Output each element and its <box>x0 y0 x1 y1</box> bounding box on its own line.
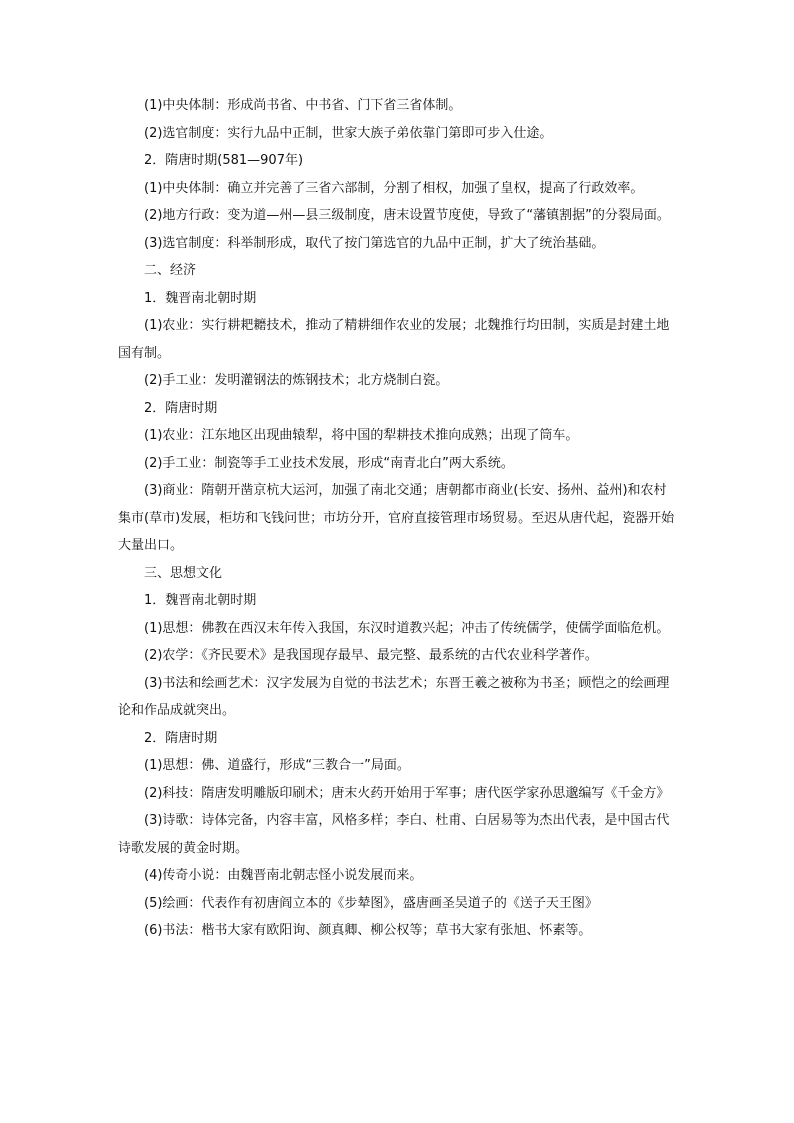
paragraph: (2)地方行政：变为道—州—县三级制度，唐末设置节度使，导致了“藩镇割据”的分裂局面。 <box>144 208 670 223</box>
paragraph: (3)书法和绘画艺术：汉字发展为自觉的书法艺术；东晋王羲之被称为书圣；顾恺之的绘画理论和作品成就突出。 <box>118 675 670 718</box>
paragraph: (3)诗歌：诗体完备，内容丰富，风格多样；李白、杜甫、白居易等为杰出代表，是中国古代诗歌发展的黄金时期。 <box>118 813 670 856</box>
subsection-heading: 2．隋唐时期 <box>144 400 218 416</box>
paragraph: (5)绘画：代表作有初唐阎立本的《步辇图》，盛唐画圣吴道子的《送子天王图》 <box>144 895 598 911</box>
paragraph: (2)手工业：制瓷等手工业技术发展，形成“南青北白”两大系统。 <box>144 455 514 471</box>
paragraph: (4)传奇小说：由魏晋南北朝志怪小说发展而来。 <box>144 868 423 883</box>
paragraph: (1)思想：佛、道盛行，形成“三教合一”局面。 <box>144 758 410 773</box>
paragraph: (1)农业：江东地区出现曲辕犁，将中国的犁耕技术推向成熟；出现了筒车。 <box>144 428 579 443</box>
paragraph: (2)科技：隋唐发明雕版印刷术；唐末火药开始用于军事；唐代医学家孙思邈编写《千金方》 <box>144 785 670 801</box>
section-heading: 二、经济 <box>144 263 197 278</box>
subsection-heading: 1．魏晋南北朝时期 <box>144 290 257 306</box>
subsection-heading: 2．隋唐时期(581—907年) <box>144 153 304 168</box>
paragraph: (2)农学：《齐民要术》是我国现存最早、最完整、最系统的古代农业科学著作。 <box>144 648 598 663</box>
paragraph: (1)中央体制：确立并完善了三省六部制，分割了相权，加强了皇权，提高了行政效率。 <box>144 180 644 196</box>
subsection-heading: 2．隋唐时期 <box>144 730 218 746</box>
paragraph: (2)选官制度：实行九品中正制，世家大族子弟依靠门第即可步入仕途。 <box>144 125 553 141</box>
subsection-heading: 1．魏晋南北朝时期 <box>144 593 257 608</box>
document-body <box>118 92 678 945</box>
paragraph: (6)书法：楷书大家有欧阳询、颜真卿、柳公权等；草书大家有张旭、怀素等。 <box>144 923 592 938</box>
section-heading: 三、思想文化 <box>144 565 223 581</box>
paragraph: (1)中央体制：形成尚书省、中书省、门下省三省体制。 <box>144 98 462 113</box>
paragraph: (1)思想：佛教在西汉末年传入我国，东汉时道教兴起；冲击了传统儒学，使儒学面临危机。 <box>144 620 670 636</box>
paragraph: (3)商业：隋朝开凿京杭大运河，加强了南北交通；唐朝都市商业(长安、扬州、益州)和农村集市(草市)发展，柜坊和飞钱问世；市坊分开，官府直接管理市场贸易。至迟从唐代起，瓷器开始大量出口。 <box>118 483 675 553</box>
paragraph: (3)选官制度：科举制形成，取代了按门第选官的九品中正制，扩大了统治基础。 <box>144 235 605 251</box>
paragraph: (2)手工业：发明灌钢法的炼钢技术；北方烧制白瓷。 <box>144 373 449 388</box>
paragraph: (1)农业：实行耕耙耱技术，推动了精耕细作农业的发展；北魏推行均田制，实质是封建土地国有制。 <box>118 318 670 361</box>
